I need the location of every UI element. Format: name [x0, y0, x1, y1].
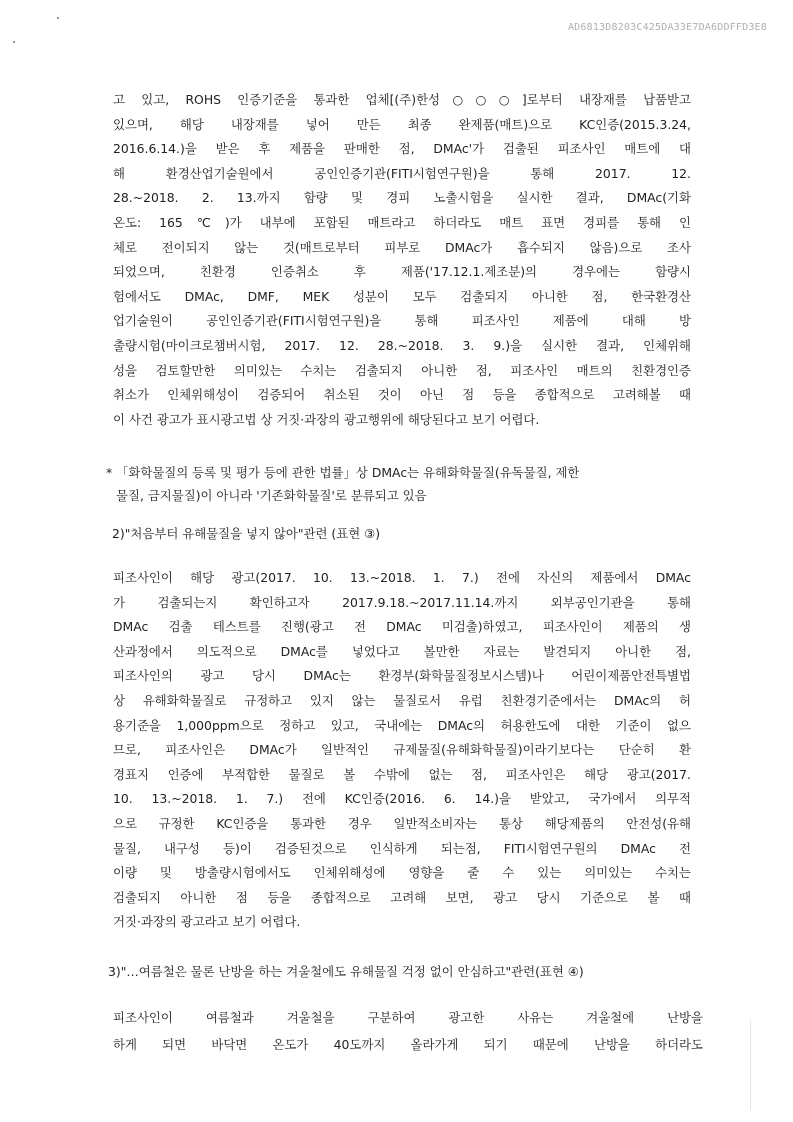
section-2-heading: 2)"처음부터 유해물질을 넣지 않아"관련 (표현 ③): [112, 526, 381, 541]
text-line: 이 사건 광고가 표시광고법 상 거짓·과장의 광고행위에 해당된다고 보기 어렵다.: [113, 411, 540, 427]
text-line: 고 있고, ROHS 인증기준을 통과한 업체[(주)한성○○○]로부터 내장재를 납품받고: [113, 92, 691, 107]
section-2-paragraph: [113, 566, 691, 935]
section-1-paragraph: [113, 88, 691, 432]
text-line: 체로 전이되지 않는 것(매트로부터 피부로 DMAc가 흡수되지 않음)으로 조사: [113, 239, 691, 255]
text-line: 피조사인의 광고 당시 DMAc는 환경부(화학물질정보시스템)나 어린이제품안전특별법: [113, 668, 691, 684]
section-3-paragraph: [113, 1004, 703, 1058]
text-line: 업기술원이 공인인증기관(FITI시험연구원)을 통해 피조사인 제품에 대해 방: [113, 313, 691, 329]
text-line: 험에서도 DMAc, DMF, MEK 성분이 모두 검출되지 아니한 점, 한국환경산: [113, 288, 691, 304]
text-line: 10. 13.~2018. 1. 7.) 전에 KC인증(2016. 6. 14.)을 받았고, 국가에서 의무적: [113, 791, 691, 807]
text-line: 산과정에서 의도적으로 DMAc를 넣었다고 볼만한 자료는 발견되지 아니한 점,: [113, 643, 691, 659]
text-line: 용기준을 1,000ppm으로 정하고 있고, 국내에는 DMAc의 허용한도에 대한 기준이 없으: [113, 717, 691, 733]
text-line: 므로, 피조사인은 DMAc가 일반적인 규제물질(유해화학물질)이라기보다는 단순히 환: [113, 742, 691, 758]
scan-speck: [57, 17, 59, 19]
text-line: 이량 및 방출량시험에서도 인체위해성에 영향을 줄 수 있는 의미있는 수치는: [113, 865, 691, 881]
text-line: 피조사인이 해당 광고(2017. 10. 13.~2018. 1. 7.) 전에 자신의 제품에서 DMAc: [113, 570, 691, 585]
text-line: 으로 규정한 KC인증을 통과한 경우 일반적소비자는 통상 해당제품의 안전성(유해: [113, 815, 691, 831]
footnote-line: 「화학물질의 등록 및 평가 등에 관한 법률」상 DMAc는 유해화학물질(유독물질, 제한: [116, 465, 580, 480]
footnote-line: 물질, 금지물질)이 아니라 '기존화학물질'로 분류되고 있음: [116, 488, 427, 503]
text-line: 2016.6.14.)을 받은 후 제품을 판매한 점, DMAc'가 검출된 피조사인 매트에 대: [113, 141, 691, 157]
text-line: 성을 검토할만한 의미있는 수치는 검출되지 아니한 점, 피조사인 매트의 친환경인증: [113, 362, 691, 378]
text-line: 되었으며, 친환경 인증취소 후 제품('17.12.1.제조분)의 경우에는 함량시: [113, 264, 691, 280]
text-line: 온도: 165℃)가 내부에 포함된 매트라고 하더라도 매트 표면 경피를 통해 인: [113, 214, 691, 230]
text-line: 물질, 내구성 등)이 검증된것으로 인식하게 되는점, FITI시험연구원의 DMAc 전: [113, 840, 691, 856]
footnote: [108, 461, 703, 507]
text-line: 있으며, 해당 내장재를 넣어 만든 최종 완제품(매트)으로 KC인증(2015.3.24,: [113, 116, 691, 132]
text-line: 출량시험(마이크로챔버시험, 2017. 12. 28.~2018. 3. 9.)을 실시한 결과, 인체위해: [113, 337, 691, 353]
text-line: 거짓·과장의 광고라고 보기 어렵다.: [113, 914, 301, 930]
text-line: 경표지 인증에 부적합한 물질로 볼 수밖에 없는 점, 피조사인은 해당 광고(2017.: [113, 766, 691, 782]
text-line: 취소가 인체위해성이 검증되어 취소된 것이 아닌 점 등을 종합적으로 고려해볼 때: [113, 387, 691, 403]
text-line: 28.~2018. 2. 13.까지 함량 및 경피 노출시험을 실시한 결과, DMAc(기화: [113, 190, 691, 206]
text-line: 검출되지 아니한 점 등을 종합적으로 고려해 보면, 광고 당시 기준으로 볼 때: [113, 889, 691, 905]
document-hash: AD6813D8203C425DA33E7DA6DDFFD3E8: [567, 22, 767, 33]
footnote-asterisk: *: [106, 465, 113, 480]
text-line: 피조사인이 여름철과 겨울철을 구분하여 광고한 사유는 겨울철에 난방을: [113, 1010, 703, 1025]
scan-speck: [13, 41, 15, 43]
text-line: 가 검출되는지 확인하고자 2017.9.18.~2017.11.14.까지 외부공인기관을 통해: [113, 594, 691, 610]
scan-edge-shadow: [750, 1020, 751, 1110]
text-line: 하게 되면 바닥면 온도가 40도까지 올라가게 되기 때문에 난방을 하더라도: [113, 1037, 703, 1052]
section-3-heading: 3)"…여름철은 물론 난방을 하는 겨울철에도 유해물질 걱정 없이 안심하고"관련(표현 ④): [108, 964, 584, 979]
text-line: DMAc 검출 테스트를 진행(광고 전 DMAc 미검출)하였고, 피조사인이 제품의 생: [113, 619, 691, 635]
text-line: 상 유해화학물질로 규정하고 있지 않는 물질로서 유럽 친환경기준에서는 DMAc의 허: [113, 692, 691, 708]
text-line: 해 환경산업기술원에서 공인인증기관(FITI시험연구원)을 통해 2017. 12.: [113, 165, 691, 181]
